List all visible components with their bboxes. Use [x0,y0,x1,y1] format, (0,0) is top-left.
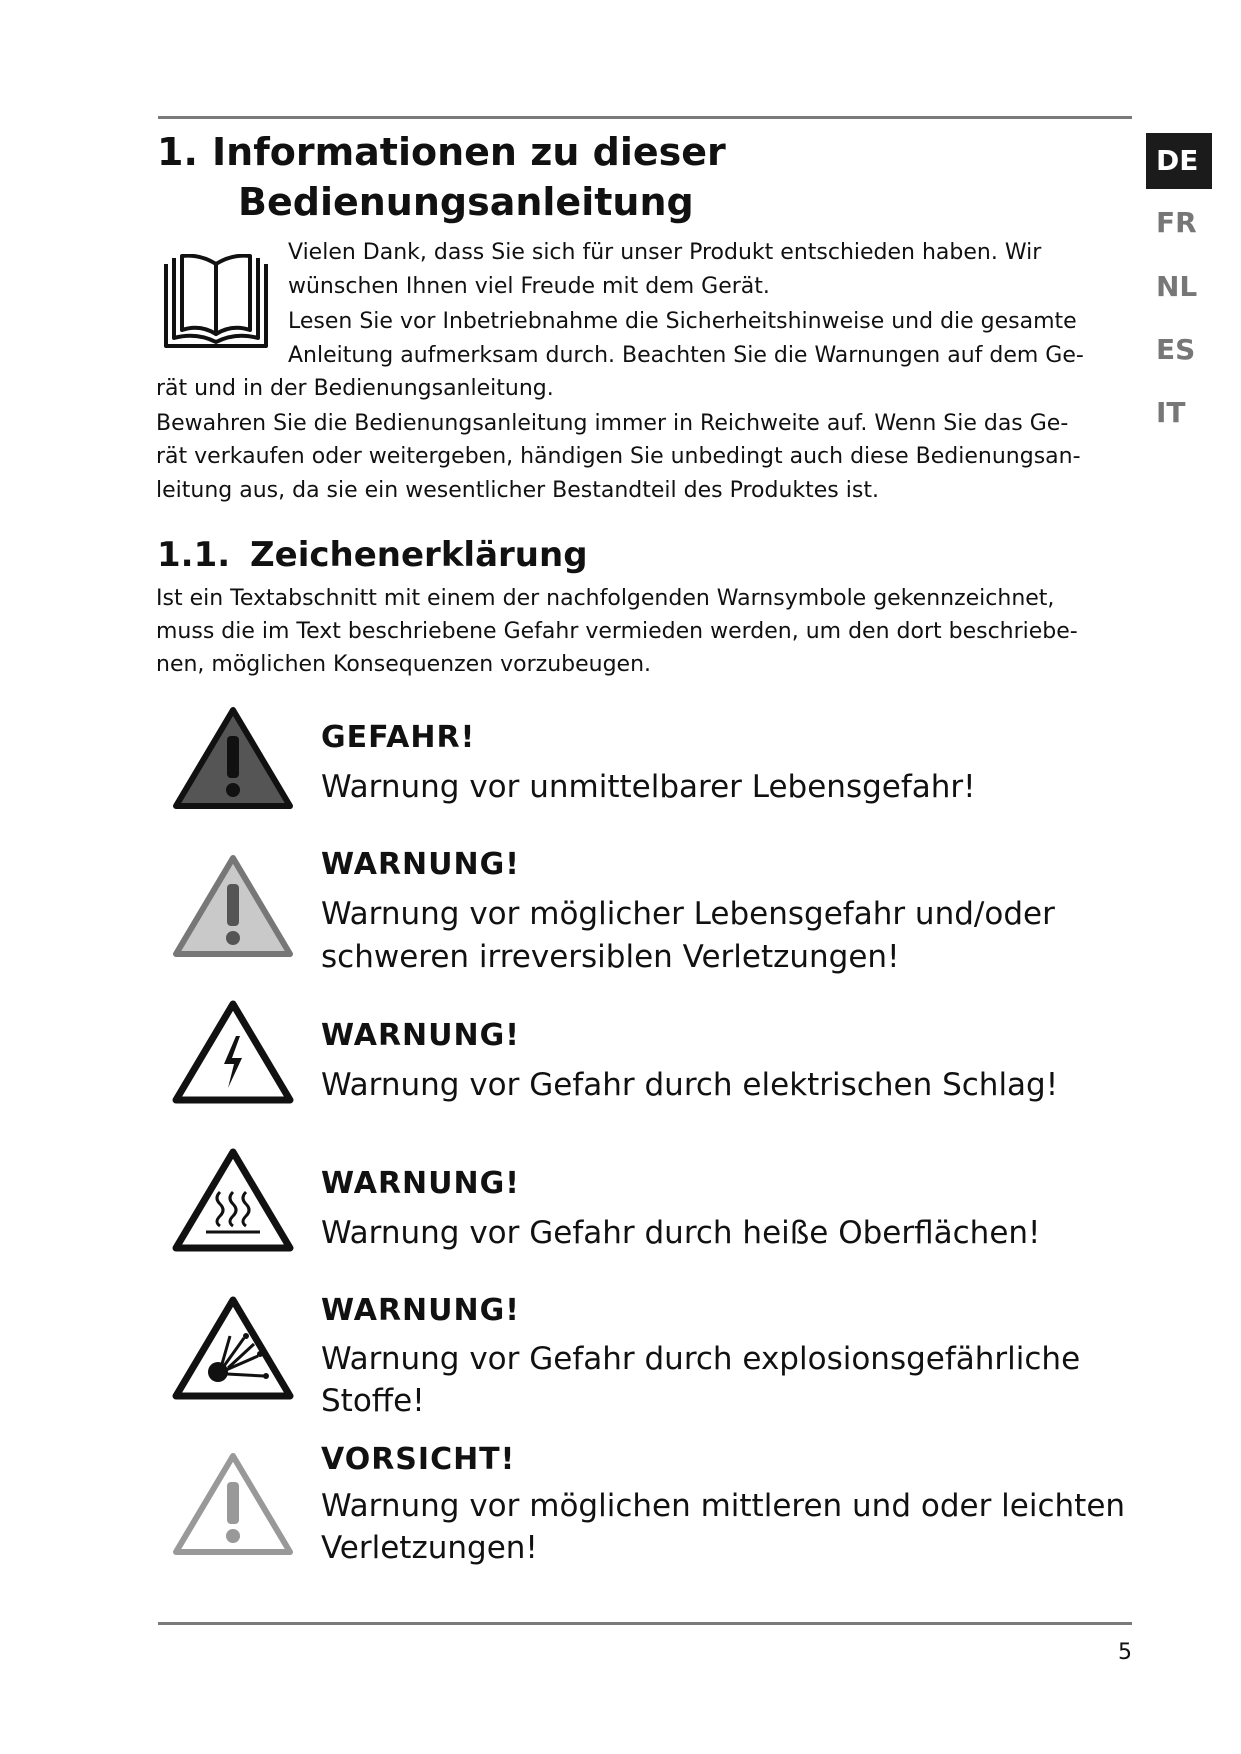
section-line-3: nen, möglichen Konsequenzen vorzubeugen. [156,652,652,677]
electric-shock-icon [172,1000,294,1106]
warning-5-line-2: Stoffe! [321,1383,425,1419]
warning-1-line-1: Warnung vor unmittelbarer Lebensgefahr! [321,769,976,805]
lang-tab-es[interactable]: ES [1156,333,1196,366]
intro-line-6: Bewahren Sie die Bedienungsanleitung immer in Reichweite auf. Wenn Sie das Ge- [156,411,1069,436]
intro-line-2: wünschen Ihnen viel Freude mit dem Gerät. [288,274,770,299]
warning-2-line-2: schweren irreversiblen Verletzungen! [321,939,900,975]
warning-4-title: WARNUNG! [321,1166,520,1201]
warning-5-line-1: Warnung vor Gefahr durch explosionsgefährliche [321,1341,1081,1377]
intro-line-4: Anleitung aufmerksam durch. Beachten Sie die Warnungen auf dem Ge- [288,343,1084,368]
warning-3-title: WARNUNG! [321,1018,520,1053]
intro-line-8: leitung aus, da sie ein wesentlicher Bestandteil des Produktes ist. [156,478,879,503]
intro-line-7: rät verkaufen oder weitergeben, händigen Sie unbedingt auch diese Bedienungsan- [156,444,1081,469]
warning-1-title: GEFAHR! [321,720,476,755]
warning-6-title: VORSICHT! [321,1442,516,1477]
chapter-title-line2: Bedienungsanleitung [238,180,694,224]
bottom-rule [158,1622,1132,1625]
lang-tab-it[interactable]: IT [1156,396,1186,429]
warning-exclamation-icon [172,854,294,960]
intro-line-3: Lesen Sie vor Inbetriebnahme die Sicherheitshinweise und die gesamte [288,309,1077,334]
warning-2-title: WARNUNG! [321,847,520,882]
lang-tab-fr[interactable]: FR [1156,206,1197,239]
warning-2-line-1: Warnung vor möglicher Lebensgefahr und/oder [321,896,1055,932]
lang-tab-de[interactable]: DE [1146,133,1212,189]
warning-6-line-2: Verletzungen! [321,1530,538,1566]
explosive-icon [172,1296,294,1402]
section-line-1: Ist ein Textabschnitt mit einem der nachfolgenden Warnsymbole gekennzeichnet, [156,586,1055,611]
warning-3-line-1: Warnung vor Gefahr durch elektrischen Schlag! [321,1067,1059,1103]
lang-tab-nl[interactable]: NL [1156,270,1198,303]
section-line-2: muss die im Text beschriebene Gefahr vermieden werden, um den dort beschriebe- [156,619,1078,644]
intro-line-5: rät und in der Bedienungsanleitung. [156,376,554,401]
chapter-number: 1. [157,130,198,174]
caution-exclamation-icon [172,1452,294,1558]
intro-line-1: Vielen Dank, dass Sie sich für unser Produkt entschieden haben. Wir [288,240,1042,265]
danger-exclamation-icon [172,706,294,812]
warning-6-line-1: Warnung vor möglichen mittleren und oder leichten [321,1488,1126,1524]
page-number: 5 [1118,1640,1132,1665]
hot-surface-icon [172,1148,294,1254]
section-title: Zeichenerklärung [250,535,588,575]
top-rule [158,116,1132,119]
warning-5-title: WARNUNG! [321,1293,520,1328]
section-number: 1.1. [157,535,231,575]
warning-4-line-1: Warnung vor Gefahr durch heiße Oberflächen! [321,1215,1041,1251]
chapter-title-line1: Informationen zu dieser [212,130,726,174]
manual-book-icon [158,254,274,354]
